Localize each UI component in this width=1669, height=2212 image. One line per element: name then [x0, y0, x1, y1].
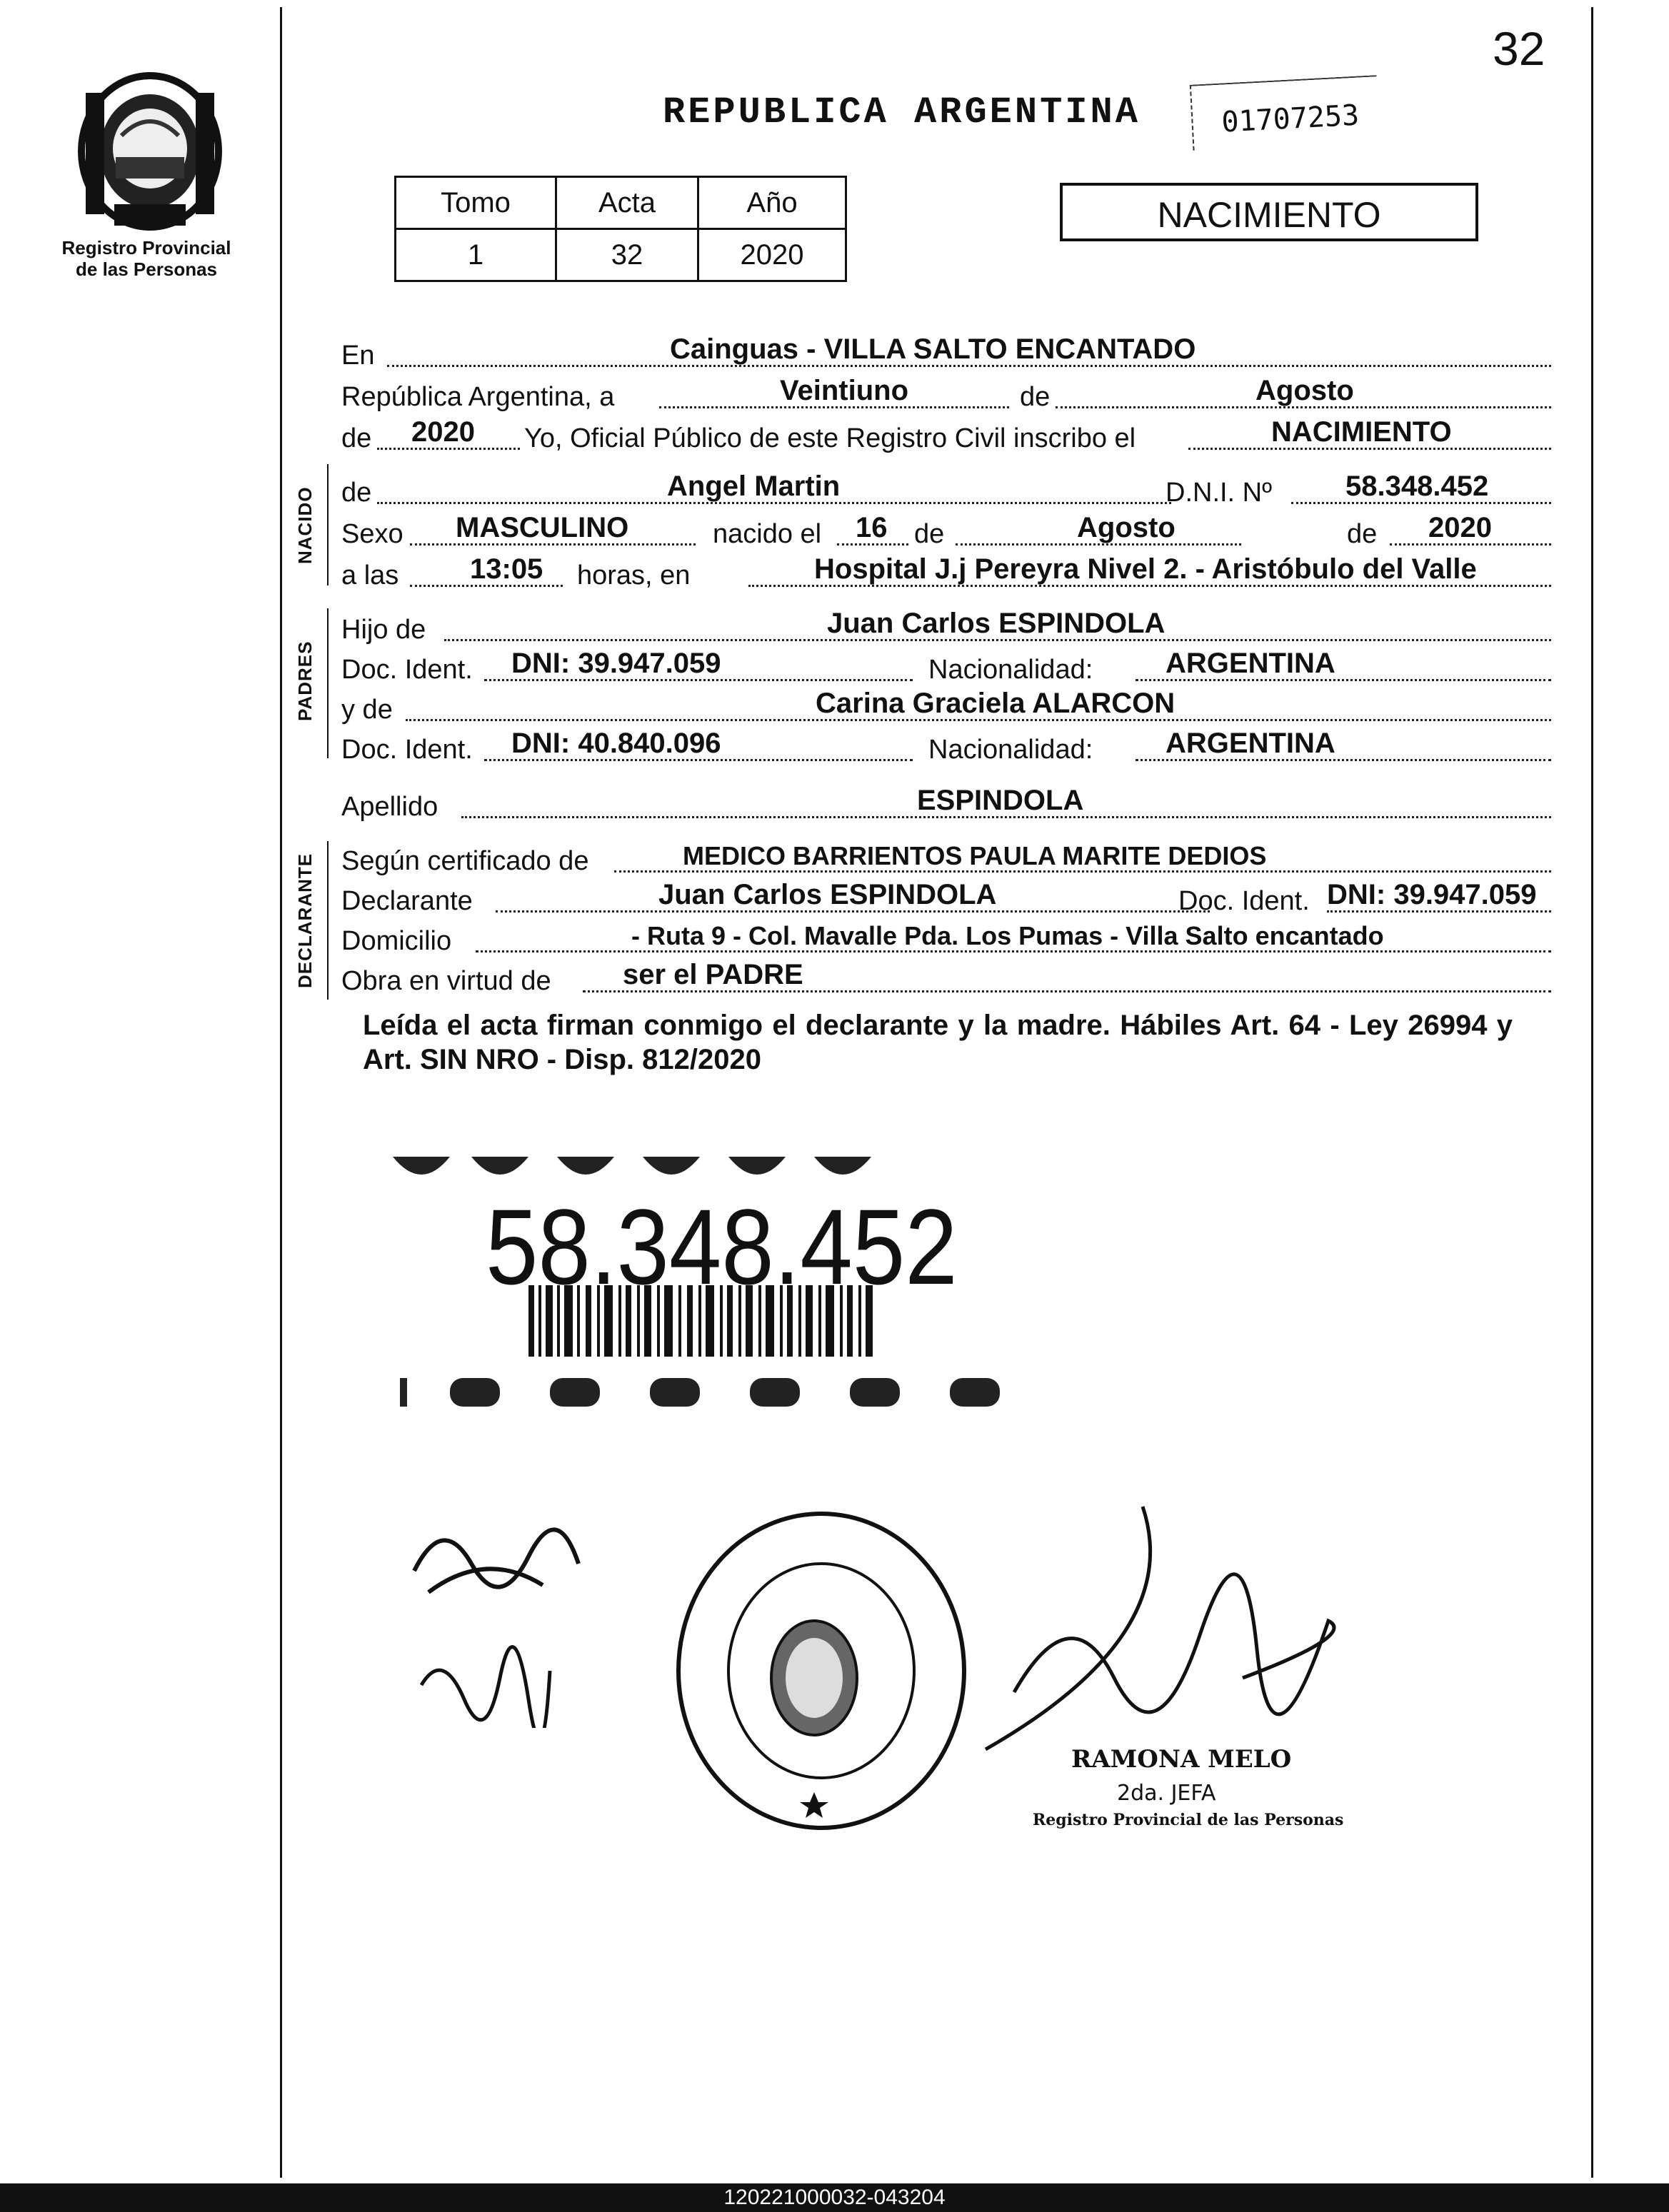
child-dni: 58.348.452	[1345, 471, 1489, 502]
mother-doc-label: Doc. Ident.	[341, 735, 473, 765]
serial-number: 01707253	[1190, 75, 1380, 151]
coat-of-arms-logo	[71, 64, 229, 236]
barcode-number: 58.348.452	[486, 1187, 958, 1307]
father-doc: DNI: 39.947.059	[511, 648, 721, 679]
page-number: 32	[1493, 22, 1545, 75]
alas-label: a las	[341, 560, 399, 590]
nacido-label: nacido el	[713, 519, 822, 549]
official-signature	[928, 1492, 1371, 1764]
obra-label: Obra en virtud de	[341, 966, 551, 996]
father-nat-label: Nacionalidad:	[928, 655, 1093, 685]
dni-label: D.N.I. Nº	[1166, 478, 1272, 508]
meta-header-tomo: Tomo	[396, 177, 556, 229]
meta-value-anio: 2020	[698, 229, 846, 281]
place-of-registry: Cainguas - VILLA SALTO ENCANTADO	[670, 333, 1196, 365]
signatory-role: 2da. JEFA	[1117, 1781, 1216, 1806]
birth-place: Hospital J.j Pereyra Nivel 2. - Aristóbulo del Valle	[814, 553, 1477, 585]
yde-label: y de	[341, 695, 393, 725]
logo-label-line1: Registro Provincial	[61, 237, 231, 258]
act-type-value: NACIMIENTO	[1271, 416, 1452, 448]
republica-label: República Argentina, a	[341, 382, 615, 412]
left-margin-line	[280, 7, 282, 2178]
address: - Ruta 9 - Col. Mavalle Pda. Los Pumas - Villa Salto encantado	[631, 921, 1384, 950]
apellido-label: Apellido	[341, 792, 438, 822]
certificate-issuer: MEDICO BARRIENTOS PAULA MARITE DEDIOS	[683, 841, 1267, 870]
meta-header-acta: Acta	[556, 177, 698, 229]
capacity: ser el PADRE	[623, 959, 803, 990]
mother-nat-label: Nacionalidad:	[928, 735, 1093, 765]
horas-label: horas, en	[577, 560, 691, 590]
surname: ESPINDOLA	[917, 785, 1084, 816]
registry-day-words: Veintiuno	[780, 375, 908, 406]
signatory-name: RAMONA MELO	[1071, 1745, 1292, 1774]
father-name: Juan Carlos ESPINDOLA	[827, 608, 1166, 639]
meta-value-acta: 32	[556, 229, 698, 281]
hijo-label: Hijo de	[341, 615, 426, 645]
father-doc-label: Doc. Ident.	[341, 655, 473, 685]
birth-month: Agosto	[1077, 512, 1176, 543]
meta-value-tomo: 1	[396, 229, 556, 281]
line-hijo	[341, 608, 1551, 645]
line-obra	[341, 959, 1551, 997]
yo-label: Yo, Oficial Público de este Registro Civil inscribo el	[524, 423, 1136, 453]
registry-year: 2020	[411, 416, 475, 448]
sexo-label: Sexo	[341, 519, 404, 549]
line-en	[341, 333, 1551, 371]
birth-day: 16	[856, 512, 888, 543]
en-label: En	[341, 341, 375, 371]
line-name	[341, 471, 1551, 508]
line-time	[341, 553, 1551, 591]
line-certificado	[341, 841, 1551, 877]
de-label-2: de	[341, 423, 372, 453]
mother-nationality: ARGENTINA	[1166, 728, 1335, 759]
line-domicilio	[341, 921, 1551, 957]
declarant-name: Juan Carlos ESPINDOLA	[658, 879, 997, 910]
side-label-nacido: NACIDO	[294, 486, 316, 564]
line-father-doc	[341, 648, 1551, 685]
tomo-acta-table	[394, 176, 847, 282]
de-label-3: de	[914, 519, 945, 549]
document-code: 120221000032-043204	[0, 2183, 1669, 2212]
logo-label-line2: de las Personas	[76, 258, 217, 280]
decl-doc-label: Doc. Ident.	[1178, 886, 1310, 916]
de-label-1: de	[1020, 382, 1051, 412]
document-title: REPUBLICA ARGENTINA	[663, 91, 1141, 134]
side-bar-padres	[327, 608, 329, 758]
mother-doc: DNI: 40.840.096	[511, 728, 721, 759]
side-label-padres: PADRES	[294, 640, 316, 721]
child-sex: MASCULINO	[456, 512, 629, 543]
signatory-organization: Registro Provincial de las Personas	[1033, 1811, 1344, 1829]
official-seal	[671, 1507, 971, 1835]
declarant-doc: DNI: 39.947.059	[1327, 879, 1537, 910]
logo-label	[29, 237, 264, 280]
declarant-signature	[386, 1485, 686, 1728]
cert-label: Según certificado de	[341, 846, 589, 876]
line-republica	[341, 375, 1551, 413]
closing-note: Leída el acta firman conmigo el declarante y la madre. Hábiles Art. 64 - Ley 26994 y Art. SIN NRO - Disp. 812/2020	[363, 1010, 1513, 1075]
line-mother-doc	[341, 728, 1551, 765]
name-label: de	[341, 478, 372, 508]
child-name: Angel Martin	[667, 471, 841, 502]
line-declarante	[341, 879, 1551, 917]
mother-name: Carina Graciela ALARCON	[816, 688, 1176, 719]
meta-header-anio: Año	[698, 177, 846, 229]
side-bar-nacido	[327, 464, 329, 585]
side-bar-declarante	[327, 841, 329, 1000]
province-coat-of-arms-icon	[71, 64, 229, 236]
barcode-decor-bottom	[386, 1371, 1028, 1414]
act-type-box: NACIMIENTO	[1060, 183, 1478, 241]
line-sexo	[341, 512, 1551, 550]
line-apellido	[341, 785, 1551, 823]
declarante-label: Declarante	[341, 886, 473, 916]
birth-year: 2020	[1428, 512, 1492, 543]
father-nationality: ARGENTINA	[1166, 648, 1335, 679]
domicilio-label: Domicilio	[341, 926, 452, 956]
birth-time: 13:05	[470, 553, 543, 585]
side-label-declarante: DECLARANTE	[294, 853, 316, 988]
line-madre	[341, 688, 1551, 725]
de-label-4: de	[1347, 519, 1378, 549]
right-margin-line	[1591, 7, 1593, 2178]
line-year	[341, 416, 1551, 454]
seal-stamp-icon	[671, 1507, 971, 1835]
registry-month: Agosto	[1255, 375, 1354, 406]
